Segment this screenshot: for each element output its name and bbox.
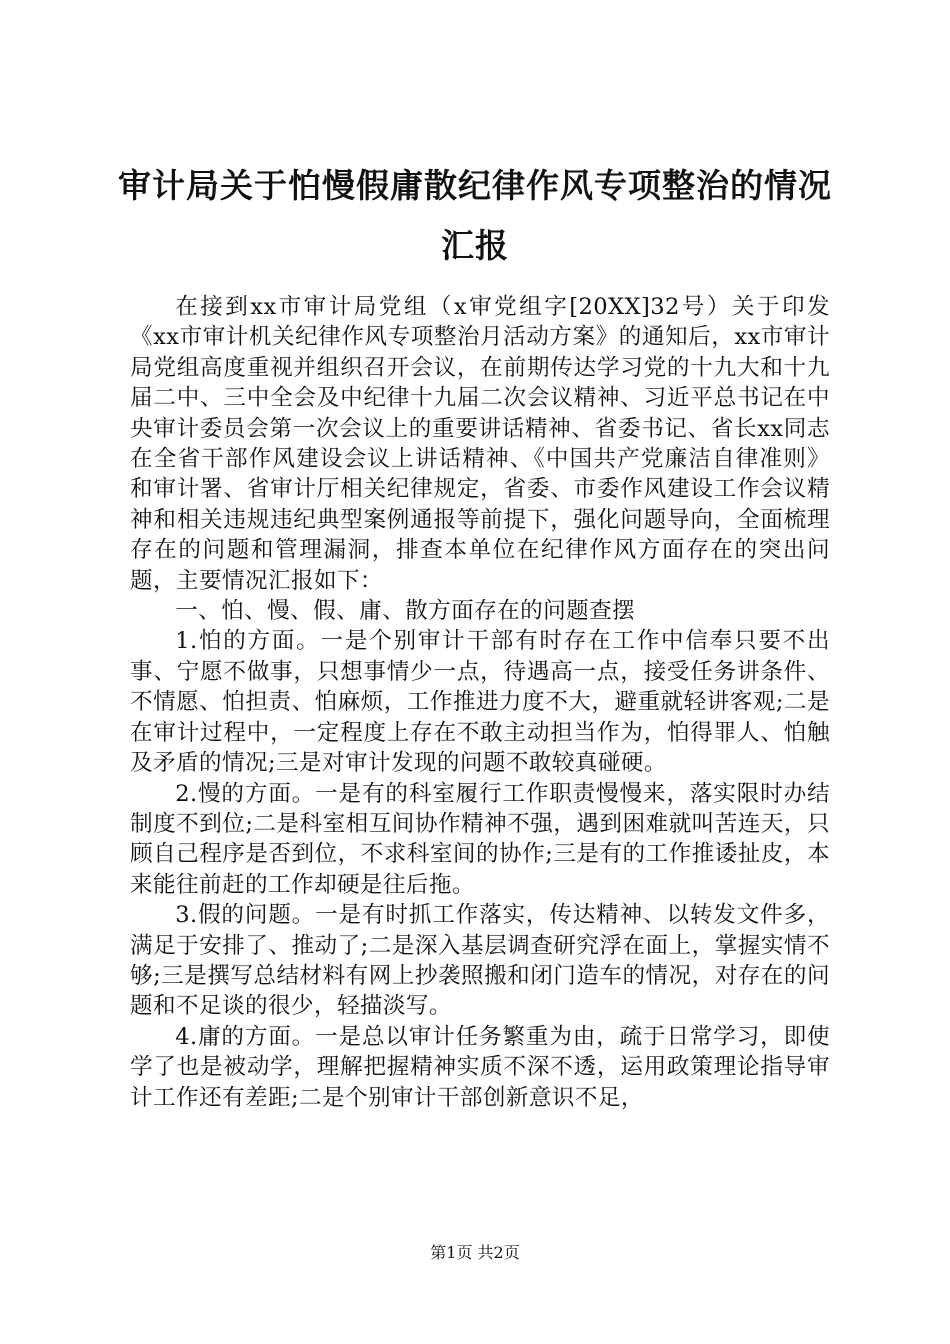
paragraph-fear: 1.怕的方面。一是个别审计干部有时存在工作中信奉只要不出事、宁愿不做事，只想事情少一点，待遇高一点，接受任务讲条件、不情愿、怕担责、怕麻烦，工作推进力度不大，避重就轻讲客观;二是在审计过程中，一定程度上存在不敢主动担当作为，怕得罪人、怕触及矛盾的情况;三是对审计发现的问题不敢较真碰硬。	[130, 628, 830, 777]
document-title: 审计局关于怕慢假庸散纪律作风专项整治的情况汇报	[118, 166, 832, 265]
paragraph-slow: 2.慢的方面。一是有的科室履行工作职责慢慢来，落实限时办结制度不到位;二是科室相互间协作精神不强，遇到困难就叫苦连天，只顾自己程序是否到位，不求科室间的协作;三是有的工作推诿扯皮，本来能往前赶的工作却硬是往后拖。	[130, 780, 830, 898]
paragraph-intro: 在接到xx市审计局党组（x审党组字[20XX]32号）关于印发《xx市审计机关纪律作风专项整治月活动方案》的通知后，xx市审计局党组高度重视并组织召开会议，在前期传达学习党的十九大和十九届二中、三中全会及中纪律十九届二次会议精神、习近平总书记在中央审计委员会第一次会议上的重要讲话精神、省委书记、省长xx同志在全省干部作风建设会议上讲话精神、《中国共产党廉洁自律准则》和审计署、省审计厅相关纪律规定，省委、市委作风建设工作会议精神和相关违规违纪典型案例通报等前提下，强化问题导向，全面梳理存在的问题和管理漏洞，排查本单位在纪律作风方面存在的突出问题，主要情况汇报如下：	[130, 294, 830, 594]
document-body	[130, 292, 830, 1113]
paragraph-mediocre: 4.庸的方面。一是总以审计任务繁重为由，疏于日常学习，即使学了也是被动学，理解把握精神实质不深不透，运用政策理论指导审计工作还有差距;二是个别审计干部创新意识不足，	[130, 1023, 830, 1111]
section-heading: 一、怕、慢、假、庸、散方面存在的问题查摆	[175, 598, 636, 625]
page-number: 第1页 共2页	[430, 1243, 520, 1262]
paragraph-false: 3.假的问题。一是有时抓工作落实，传达精神、以转发文件多，满足于安排了、推动了;二是深入基层调查研究浮在面上，掌握实情不够;三是撰写总结材料有网上抄袭照搬和闭门造车的情况，对存在的问题和不足谈的很少，轻描淡写。	[130, 902, 830, 1020]
